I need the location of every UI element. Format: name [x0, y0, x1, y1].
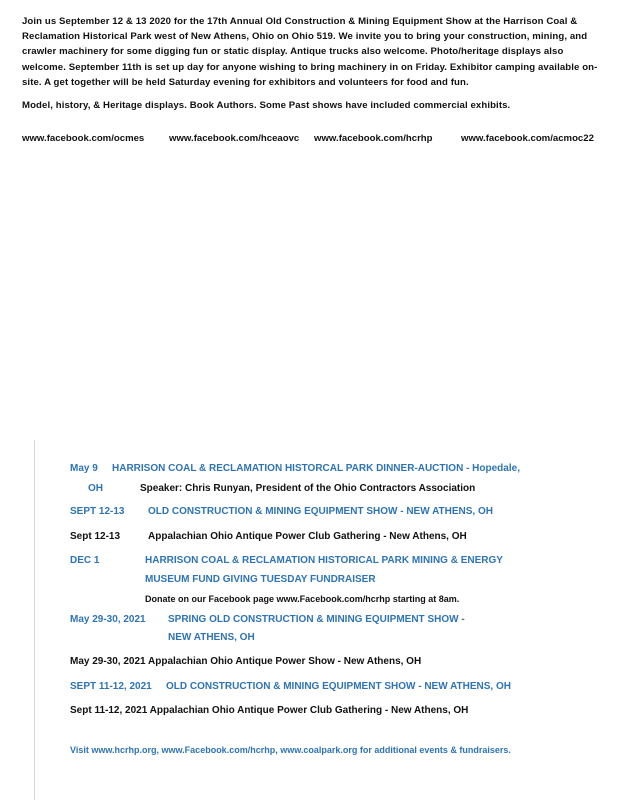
event-sept2021b: Sept 11-12, 2021 Appalachian Ohio Antique Power Club Gathering - New Athens, OH	[70, 705, 469, 716]
event-sept2020b-date: Sept 12-13	[70, 531, 121, 542]
event-may9-title: HARRISON COAL & RECLAMATION HISTORCAL PARK DINNER-AUCTION - Hopedale,	[112, 463, 520, 474]
intro-paragraph: Join us September 12 & 13 2020 for the 17th Annual Old Construction & Mining Equipment Show at the Harrison Coal & Reclamation Historical Park west of New Athens, Ohio on Ohio 519. We invite you to bring your construction, mining, and crawler machinery for some digging fun or static display. Antique trucks also welcome. Photo/heritage displays also welcome. September 11th is set up day for anyone wishing to bring machinery in on Friday. Exhibitor camping available on-site. A get together will be held Saturday evening for exhibitors and volunteers for food and fun.	[22, 16, 598, 88]
event-may9-speaker: Speaker: Chris Runyan, President of the Ohio Contractors Association	[140, 483, 476, 494]
event-may2021b: May 29-30, 2021 Appalachian Ohio Antique Power Show - New Athens, OH	[70, 656, 422, 667]
event-sept2021-date: SEPT 11-12, 2021	[70, 681, 152, 692]
event-sept2021-title: OLD CONSTRUCTION & MINING EQUIPMENT SHOW - NEW ATHENS, OH	[166, 681, 511, 692]
link-acmoc22[interactable]: www.facebook.com/acmoc22	[461, 133, 594, 144]
event-dec-note: Donate on our Facebook page www.Facebook.com/hcrhp starting at 8am.	[145, 594, 460, 604]
event-sept2020-title: OLD CONSTRUCTION & MINING EQUIPMENT SHOW - NEW ATHENS, OH	[148, 506, 493, 517]
intro-paragraph-displays: Model, history, & Heritage displays. Book Authors. Some Past shows have included commercial exhibits.	[22, 100, 511, 112]
event-may2021-title2: NEW ATHENS, OH	[168, 632, 255, 643]
link-hcrhp[interactable]: www.facebook.com/hcrhp	[314, 133, 433, 144]
footer-visit-text: Visit www.hcrhp.org, www.Facebook.com/hcrhp, www.coalpark.org for additional events & fundraisers.	[70, 745, 511, 755]
link-ocmes[interactable]: www.facebook.com/ocmes	[22, 133, 145, 144]
event-may9-state: OH	[88, 483, 103, 494]
event-sept2020-date: SEPT 12-13	[70, 506, 125, 517]
intro-text	[22, 14, 606, 121]
event-sept2020b-title: Appalachian Ohio Antique Power Club Gathering - New Athens, OH	[148, 531, 467, 542]
event-dec-date: DEC 1	[70, 555, 100, 566]
event-may2021-title1: SPRING OLD CONSTRUCTION & MINING EQUIPMENT SHOW -	[168, 614, 465, 625]
event-dec-title2: MUSEUM FUND GIVING TUESDAY FUNDRAISER	[145, 574, 376, 585]
event-may9-date: May 9	[70, 463, 98, 474]
vertical-rule	[34, 440, 35, 800]
event-may2021-date: May 29-30, 2021	[70, 614, 146, 625]
link-hceaovc[interactable]: www.facebook.com/hceaovc	[169, 133, 300, 144]
event-dec-title1: HARRISON COAL & RECLAMATION HISTORICAL PARK MINING & ENERGY	[145, 555, 503, 566]
